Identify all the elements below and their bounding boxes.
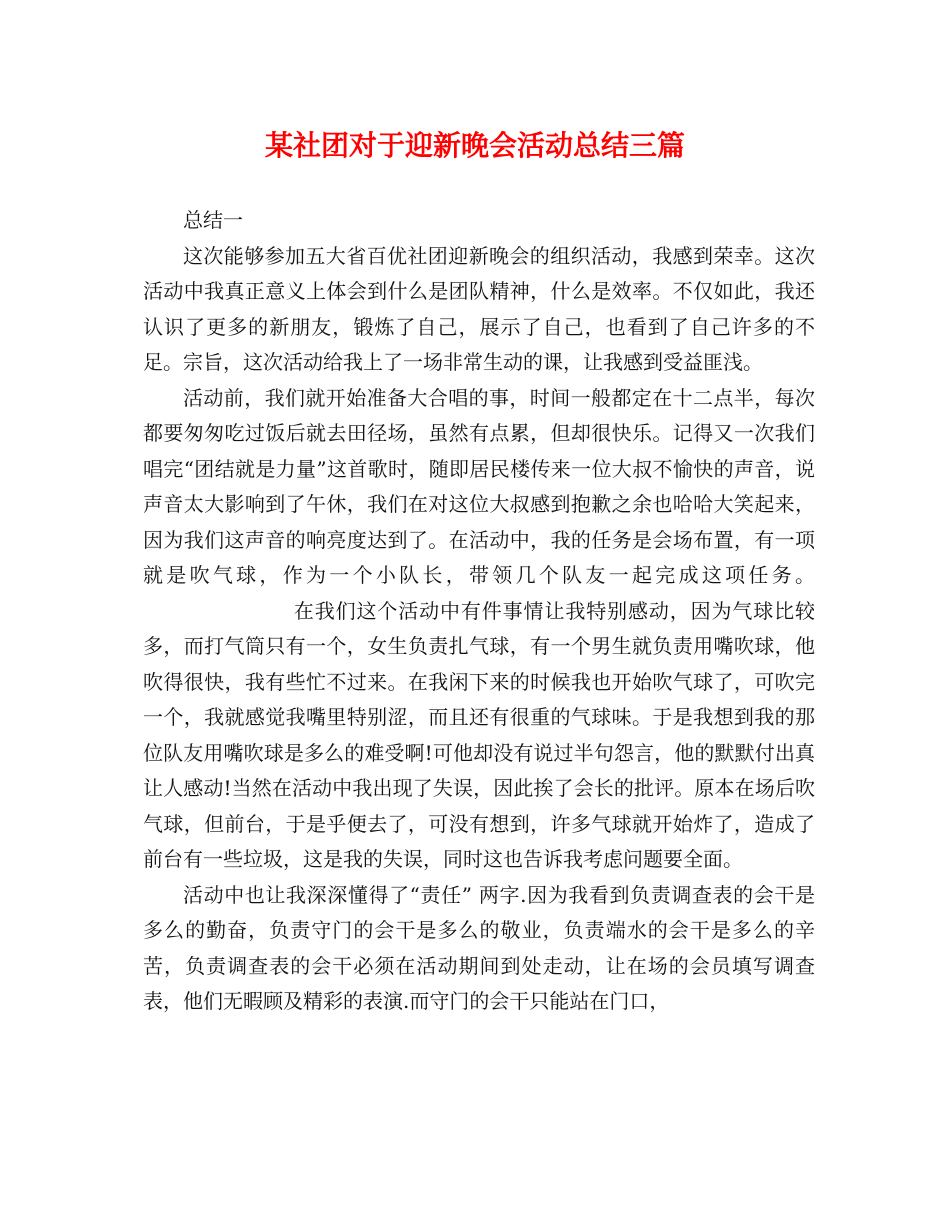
document-title: 某社团对于迎新晚会活动总结三篇	[264, 129, 685, 162]
paragraph-3: 活动中也让我深深懂得了“责任” 两字.因为我看到负责调查表的会干是多么的勤奋，负责守门的会干是多么的敬业，负责端水的会干是多么的辛苦，负责调查表的会干必须在活动期间到处走动，让在场的会员填写调查表，他们无暇顾及精彩的表演.而守门的会干只能站在门口，	[143, 882, 815, 1013]
paragraph-2-part-1: 活动前，我们就开始准备大合唱的事，时间一般都定在十二点半，每次都要匆匆吃过饭后就去田径场，虽然有点累，但却很快乐。记得又一次我们唱完“团结就是力量”这首歌时，随即居民楼传来一位大叔不愉快的声音，说声音太大影响到了午休，我们在对这位大叔感到抱歉之余也哈哈大笑起来，因为我们这声音的响亮度达到了。在活动中，我的任务是会场布置，有一项就是吹气球，作为一个小队长，带领几个队友一起完成这项任务。	[143, 385, 815, 587]
paragraph-2	[143, 381, 815, 878]
section-heading: 总结一	[183, 208, 243, 232]
paragraph-2-part-2: 在我们这个活动中有件事情让我特别感动，因为气球比较多，而打气筒只有一个，女生负责扎气球，有一个男生就负责用嘴吹球，他吹得很快，我有些忙不过来。在我闲下来的时候我也开始吹气球了，可吹完一个，我就感觉我嘴里特别涩，而且还有很重的气球味。于是我想到我的那位队友用嘴吹球是多么的难受啊!可他却没有说过半句怨言，他的默默付出真让人感动!当然在活动中我出现了失误，因此挨了会长的批评。原本在场后吹气球，但前台，于是乎便去了，可没有想到，许多气球就开始炸了，造成了前台有一些垃圾，这是我的失误，同时这也告诉我考虑问题要全面。	[143, 598, 815, 871]
document-body	[143, 203, 815, 1020]
paragraph-1: 这次能够参加五大省百优社团迎新晚会的组织活动，我感到荣幸。这次活动中我真正意义上体会到什么是团队精神，什么是效率。不仅如此，我还认识了更多的新朋友，锻炼了自己，展示了自己，也看到了自己许多的不足。宗旨，这次活动给我上了一场非常生动的课，让我感到受益匪浅。	[143, 243, 815, 374]
